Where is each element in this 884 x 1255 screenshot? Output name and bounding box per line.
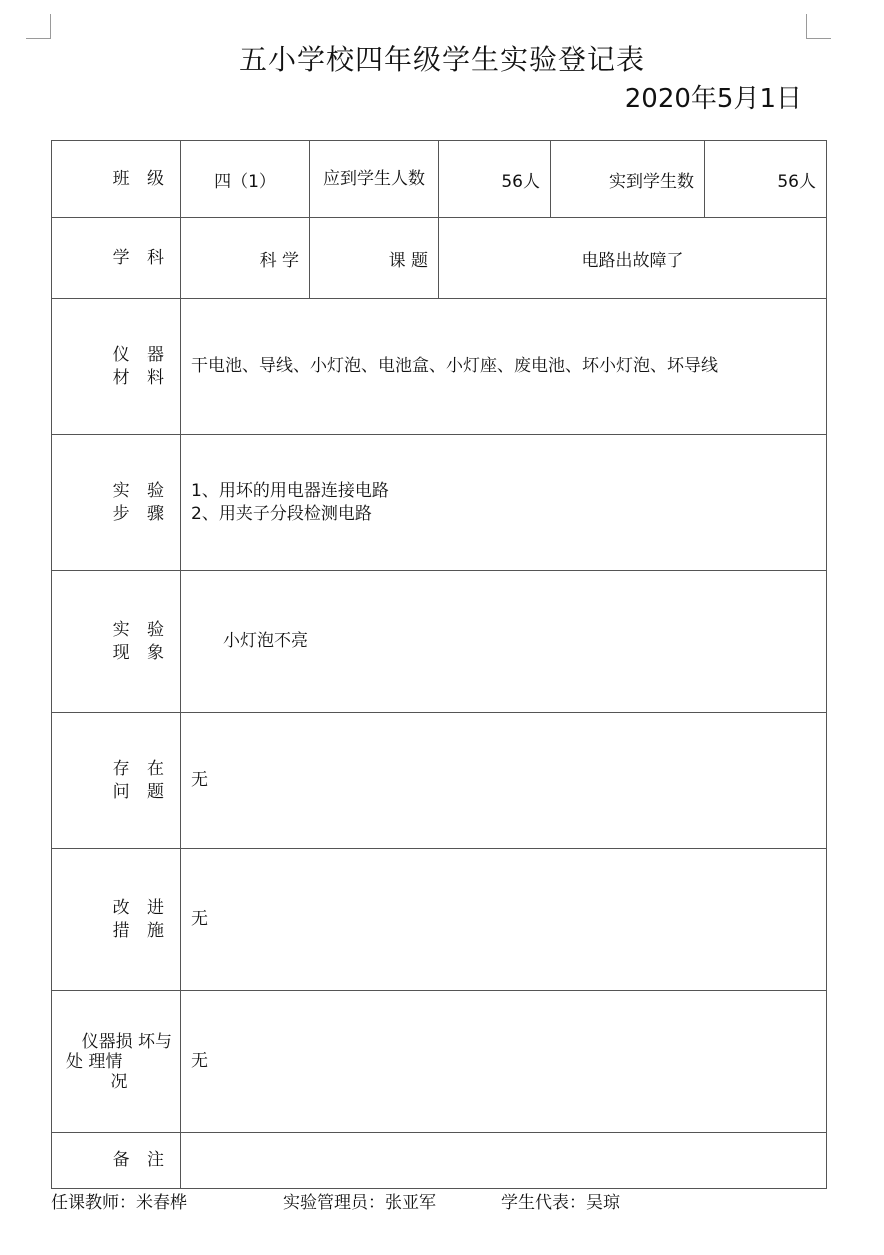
topic-value: 电路出故障了 <box>439 218 827 299</box>
step-1: 1、用坏的用电器连接电路 <box>191 480 389 501</box>
equipment-label <box>52 299 181 435</box>
table-row-remarks <box>52 1133 827 1189</box>
topic-label: 课 题 <box>310 218 439 299</box>
problems-label-line1: 存 在 <box>112 758 170 779</box>
table-row-problems <box>52 713 827 849</box>
actual-students-value: 56人 <box>705 141 827 218</box>
table-row-damage <box>52 991 827 1133</box>
steps-value <box>181 435 827 571</box>
steps-label-line2: 步 骤 <box>112 503 170 524</box>
problems-label <box>52 713 181 849</box>
damage-label-line3: 况 <box>110 1071 128 1092</box>
improvements-label-line1: 改 进 <box>112 897 170 918</box>
manager-signature: 实验管理员：张亚军 <box>283 1193 436 1213</box>
problems-value: 无 <box>181 713 827 849</box>
signature-footer <box>51 1188 620 1213</box>
improvements-label-line2: 措 施 <box>112 920 170 941</box>
page-corner-mark-top-left <box>26 14 51 39</box>
steps-label-line1: 实 验 <box>112 480 170 501</box>
damage-label-line2: 处 理情 <box>66 1051 123 1072</box>
phenomenon-value: 小灯泡不亮 <box>181 571 827 713</box>
remarks-value <box>181 1133 827 1189</box>
damage-label-line1: 仪器损 坏与 <box>81 1031 172 1052</box>
improvements-label <box>52 849 181 991</box>
damage-label <box>52 991 181 1133</box>
equipment-value: 干电池、导线、小灯泡、电池盒、小灯座、废电池、坏小灯泡、坏导线 <box>181 299 827 435</box>
improvements-value: 无 <box>181 849 827 991</box>
step-2: 2、用夹子分段检测电路 <box>191 503 372 524</box>
equipment-label-line2: 材 料 <box>112 367 170 388</box>
problems-label-line2: 问 题 <box>112 781 170 802</box>
expected-students-value: 56人 <box>439 141 551 218</box>
subject-label: 学 科 <box>52 218 181 299</box>
subject-value: 科 学 <box>181 218 310 299</box>
page-corner-mark-top-right <box>806 14 831 39</box>
table-row-phenomenon <box>52 571 827 713</box>
phenomenon-label-line1: 实 验 <box>112 619 170 640</box>
equipment-label-line1: 仪 器 <box>112 344 170 365</box>
table-row-steps <box>52 435 827 571</box>
form-title: 五小学校四年级学生实验登记表 <box>238 43 645 76</box>
remarks-label: 备 注 <box>52 1133 181 1189</box>
phenomenon-label-line2: 现 象 <box>112 642 170 663</box>
class-value: 四（1） <box>181 141 310 218</box>
form-date: 2020年5月1日 <box>624 84 802 114</box>
expected-students-label: 应到学生人数 <box>310 141 439 218</box>
teacher-signature: 任课教师：米春桦 <box>51 1193 187 1213</box>
table-row-improvements <box>52 849 827 991</box>
damage-value: 无 <box>181 991 827 1133</box>
table-row-equipment <box>52 299 827 435</box>
registration-table <box>51 140 827 1189</box>
actual-students-label: 实到学生数 <box>551 141 705 218</box>
phenomenon-label <box>52 571 181 713</box>
class-label: 班 级 <box>52 141 181 218</box>
table-row-subject <box>52 218 827 299</box>
student-rep-signature: 学生代表：吴琼 <box>501 1193 620 1213</box>
steps-label <box>52 435 181 571</box>
table-row-class <box>52 141 827 218</box>
